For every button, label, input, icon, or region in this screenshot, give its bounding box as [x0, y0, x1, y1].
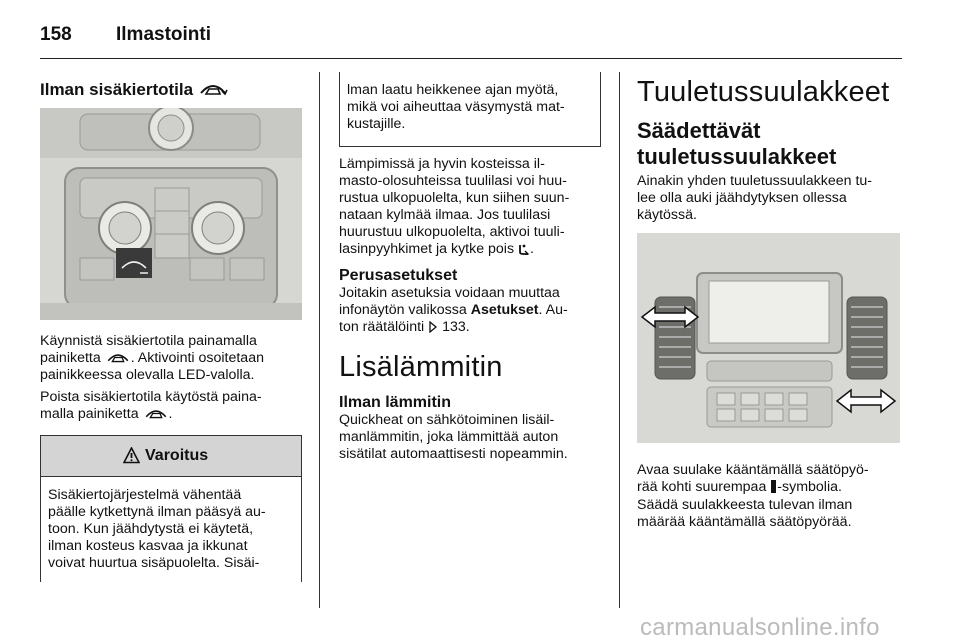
text-line: ilman kosteus kasvaa ja ikkunat — [48, 538, 248, 554]
fogging-paragraph — [339, 156, 609, 258]
settings-menu-name: Asetukset — [470, 302, 539, 318]
warning-header — [41, 436, 301, 477]
climate-panel-photo — [40, 108, 302, 320]
text-line: Avaa suulake kääntämällä säätöpyö- — [637, 462, 869, 478]
text-line: . — [168, 406, 173, 422]
text-line: Säädä suulakkeesta tulevan ilman — [637, 497, 853, 513]
page-number: 158 — [40, 24, 72, 45]
subheading-basic-settings: Perusasetukset — [339, 267, 458, 284]
text-line: -symbolia. — [777, 479, 842, 495]
text-line: toon. Kun jäähdytystä ei käytetä, — [48, 521, 254, 537]
heading-line: Säädettävät — [637, 118, 761, 143]
settings-paragraph — [339, 285, 609, 336]
page-header — [40, 18, 900, 58]
recirculation-deactivate-paragraph — [40, 389, 305, 423]
page-reference: 133. — [442, 319, 470, 335]
heading-text: Ilman sisäkiertotila — [40, 80, 194, 99]
text-line: Käynnistä sisäkiertotila painamalla — [40, 333, 257, 349]
column1-text — [40, 333, 305, 423]
text-line: nataan kylmää ilmaa. Jos tuulilasi — [339, 207, 551, 223]
vents-intro-paragraph — [637, 173, 907, 224]
vent-open-paragraph — [637, 462, 907, 496]
column3-text-bottom — [637, 462, 907, 531]
text-line: mikä voi aiheuttaa väsymystä mat- — [347, 99, 565, 115]
recirculation-icon — [105, 351, 131, 364]
warning-box-continued — [339, 72, 601, 147]
text-line: Sisäkiertojärjestelmä vähentää — [48, 487, 242, 503]
text-line: sisätilat automaattisesti nopeammin. — [339, 446, 568, 462]
text-line: lman laatu heikkenee ajan myötä, — [347, 82, 559, 98]
text-line: voivat huurtua sisäpuolelta. Sisäi- — [48, 555, 260, 571]
text-line: huurustuu ulkopuolelta, aktivoi tuuli- — [339, 224, 565, 240]
text-line: Lämpimissä ja hyvin kosteissa il- — [339, 156, 545, 172]
heading-air-vents: Tuuletussuulakkeet — [637, 76, 890, 108]
text-line: Poista sisäkiertotila käytöstä paina- — [40, 389, 262, 405]
text-line: . — [530, 241, 534, 257]
vent-adjust-paragraph — [637, 497, 907, 531]
warning-triangle-icon — [123, 447, 140, 464]
column-divider-2 — [619, 72, 620, 608]
text-line: ton räätälöinti — [339, 319, 425, 335]
text-line: manlämmitin, joka lämmittää auton — [339, 429, 559, 445]
climate-panel-illustration — [40, 108, 302, 320]
heading-auxiliary-heater: Lisälämmitin — [339, 351, 503, 383]
watermark: carmanualsonline.info — [640, 614, 880, 641]
text-line: . Aktivointi osoitetaan — [130, 350, 264, 366]
air-vents-photo — [637, 233, 900, 443]
air-distribution-feet-icon — [518, 243, 530, 255]
recirculation-icon — [143, 407, 169, 420]
text-line: painikkeessa olevalla LED-valolla. — [40, 367, 255, 383]
chapter-title: Ilmastointi — [116, 24, 212, 45]
text-line: infonäytön valikossa — [339, 302, 467, 318]
page-reference-arrow-icon — [428, 321, 438, 333]
heading-adjustable-vents — [637, 118, 907, 170]
heading-line: tuuletussuulakkeet — [637, 144, 837, 169]
text-line: rää kohti suurempaa — [637, 479, 767, 495]
text-line: lasinpyyhkimet ja kytke pois — [339, 241, 515, 257]
text-line: kustajille. — [347, 116, 406, 132]
warning-box — [40, 435, 302, 582]
text-line: määrää kääntämällä säätöpyörää. — [637, 514, 852, 530]
recirculation-icon — [198, 81, 228, 97]
column-divider-1 — [319, 72, 320, 608]
text-line: Ainakin yhden tuuletussuulakkeen tu- — [637, 173, 873, 189]
warning-text — [41, 477, 301, 572]
section-heading-recirculation — [40, 79, 305, 100]
text-line: . Au- — [538, 302, 568, 318]
text-line: masto-olosuhteissa tuulilasi voi huu- — [339, 173, 567, 189]
text-line: malla painiketta — [40, 406, 139, 422]
recirculation-activate-paragraph — [40, 333, 305, 384]
warning-continued-text — [340, 72, 600, 133]
text-line: käytössä. — [637, 207, 697, 223]
warning-title: Varoitus — [145, 447, 209, 464]
column2-text — [339, 156, 609, 463]
text-line: Quickheat on sähkötoiminen lisäil- — [339, 412, 555, 428]
header-divider — [40, 58, 902, 59]
text-line: päälle kytkettynä ilman pääsyä au- — [48, 504, 266, 520]
air-vents-illustration — [637, 233, 900, 443]
text-line: lee olla auki jäähdytyksen ollessa — [637, 190, 847, 206]
subheading-air-heater: Ilman lämmitin — [339, 394, 452, 411]
text-line: painiketta — [40, 350, 101, 366]
column3-text-top — [637, 76, 907, 224]
text-line: rustua ulkopuolelta, kun siihen suun- — [339, 190, 570, 206]
text-line: Joitakin asetuksia voidaan muuttaa — [339, 285, 560, 301]
quickheat-paragraph — [339, 412, 609, 463]
